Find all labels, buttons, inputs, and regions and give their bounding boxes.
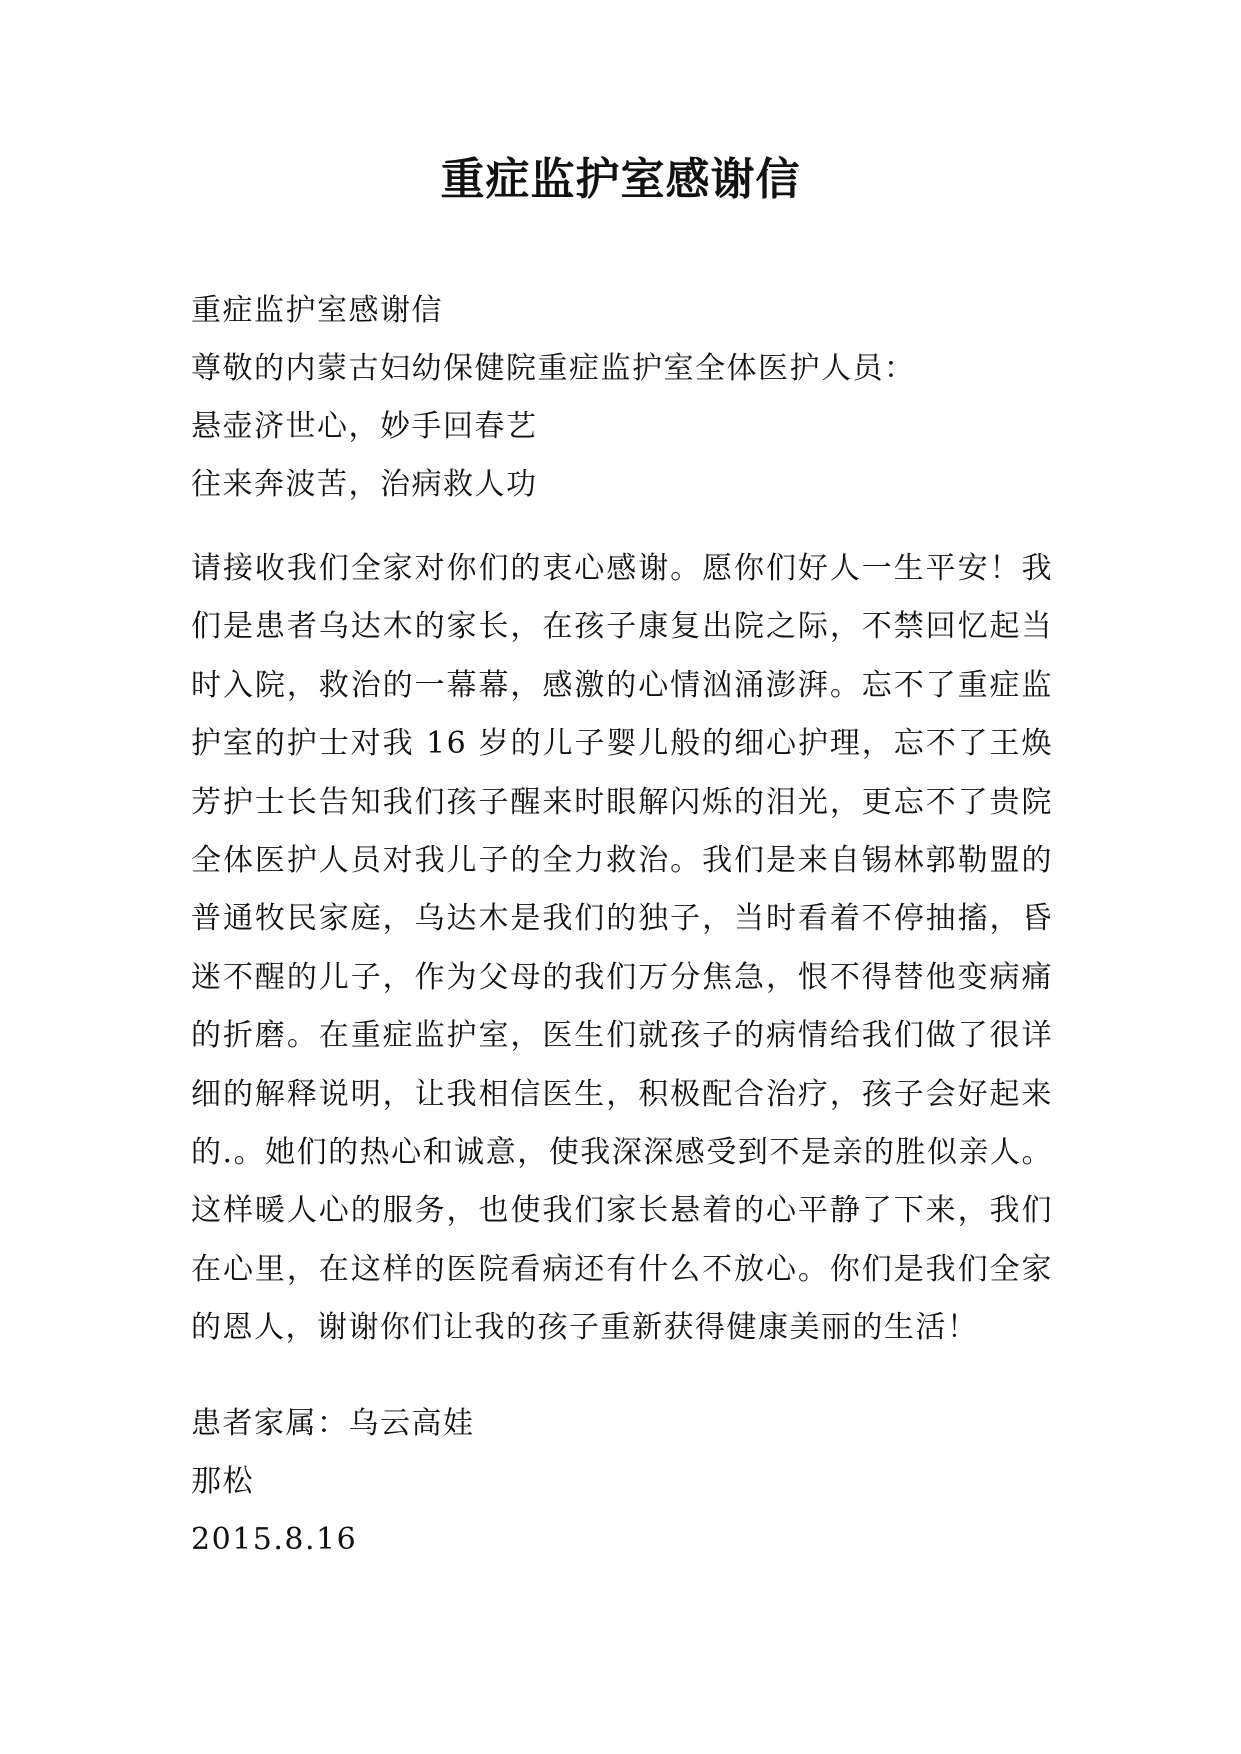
verse-line-2: 往来奔波苦，治病救人功: [191, 467, 538, 502]
verse-line-1: 悬壶济世心，妙手回春艺: [191, 409, 538, 444]
signature-label: 患者家属：乌云高娃: [191, 1406, 475, 1441]
document-title: 重症监护室感谢信: [440, 154, 801, 205]
subtitle-line: 重症监护室感谢信: [191, 293, 443, 328]
salutation-line: 尊敬的内蒙古妇幼保健院重症监护室全体医护人员：: [191, 351, 916, 386]
signature-name: 那松: [191, 1464, 254, 1499]
letter-body: 请接收我们全家对你们的衷心感谢。愿你们好人一生平安！我们是患者乌达木的家长，在孩子康复出院之际，不禁回忆起当时入院，救治的一幕幕，感激的心情汹涌澎湃。忘不了重症监护室的护士对我 16 岁的儿子婴儿般的细心护理，忘不了王焕芳护士长告知我们孩子醒来时眼解闪烁的泪光，更忘不了贵院全体医护人员对我儿子的全力救治。我们是来自锡林郭勒盟的普通牧民家庭，乌达木是我们的独子，当时看着不停抽搐，昏迷不醒的儿子，作为父母的我们万分焦急，恨不得替他变病痛的折磨。在重症监护室，医生们就孩子的病情给我们做了很详细的解释说明，让我相信医生，积极配合治疗，孩子会好起来的.。她们的热心和诚意，使我深深感受到不是亲的胜似亲人。这样暖人心的服务，也使我们家长悬着的心平静了下来，我们在心里，在这样的医院看病还有什么不放心。你们是我们全家的恩人，谢谢你们让我的孩子重新获得健康美丽的生活！: [191, 551, 1053, 1346]
letter-date: 2015.8.16: [191, 1522, 358, 1557]
